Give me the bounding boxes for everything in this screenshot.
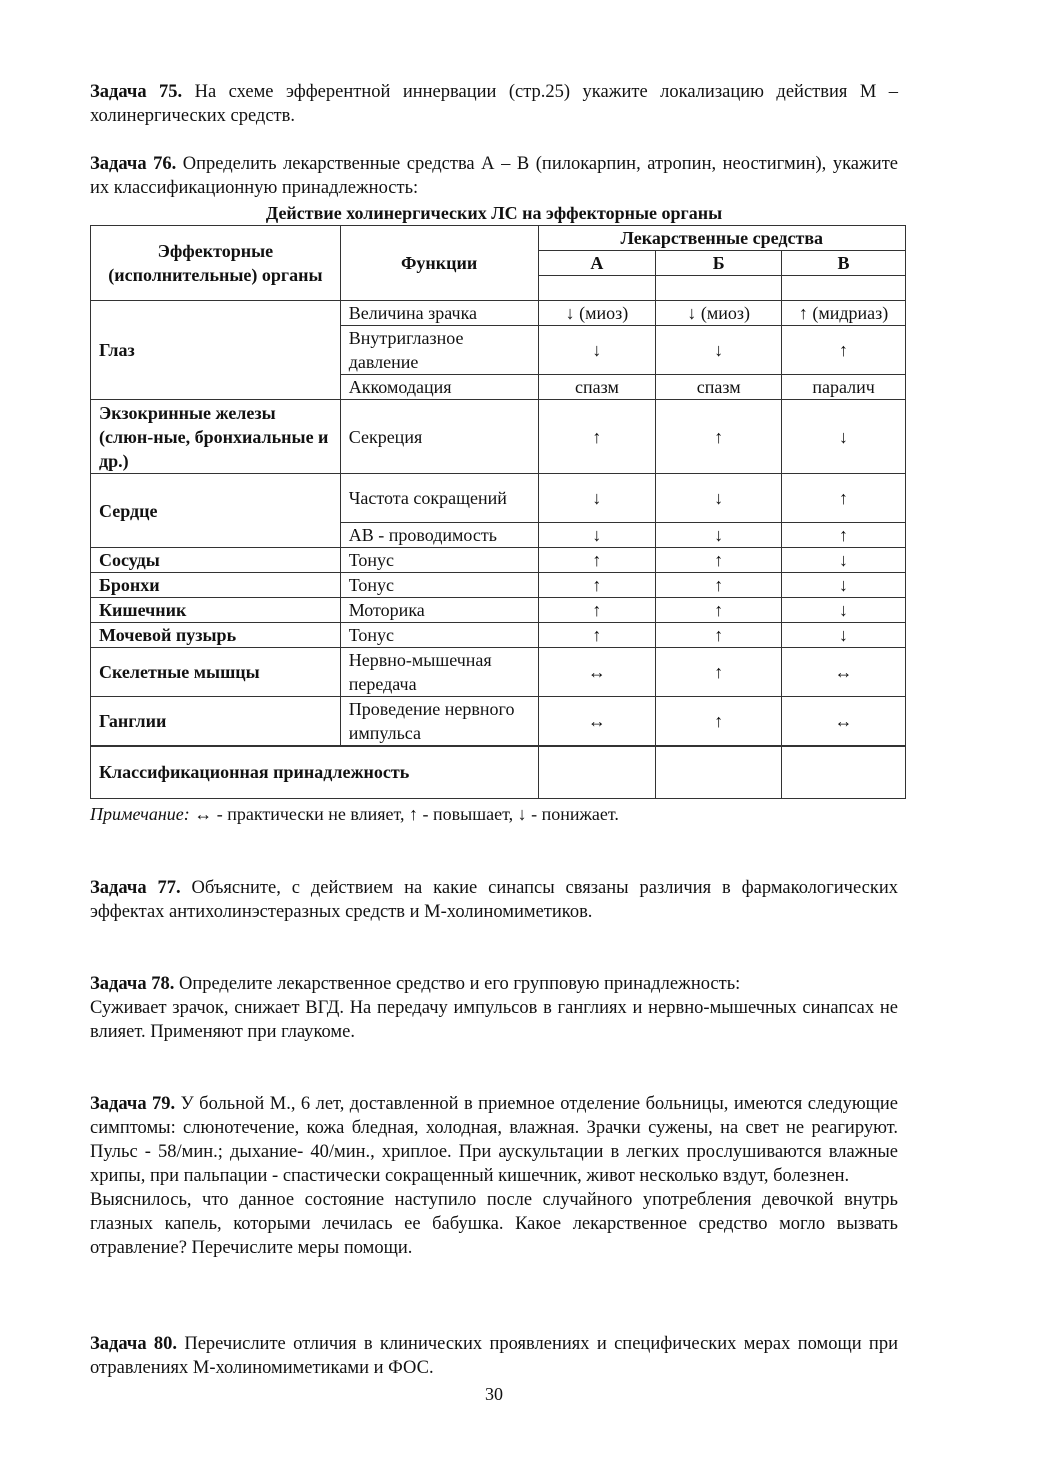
header-drugs: Лекарственные средства bbox=[538, 226, 905, 251]
task-79-text: У больной М., 6 лет, доставленной в приемное отделение больницы, имеются следующие симптомы: слюнотечение, кожа бледная, холодная, влажная. Зрачки сужены, на свет не реагируют. Пульс - 58/мин.; дыхание- 40/мин., хриплое. При аускультации в легких прослушиваются влажные хрипы, при пальпации - спастически сокращенный кишечник, живот несколько вздут, болезнен. bbox=[90, 1094, 898, 1186]
effect-a-cell: ↔ bbox=[538, 648, 656, 697]
function-cell: Тонус bbox=[340, 548, 538, 573]
effect-b-cell: ↓ (миоз) bbox=[656, 301, 782, 326]
task-76-text: Определить лекарственные средства А – В (пилокарпин, атропин, неостигмин), укажите их классификационную принадлежность: bbox=[90, 154, 898, 198]
effect-b-cell: ↑ bbox=[656, 598, 782, 623]
effect-v-cell: ↓ bbox=[782, 623, 906, 648]
table-row bbox=[91, 598, 906, 623]
table-note bbox=[90, 802, 898, 826]
task-78-head bbox=[90, 972, 898, 996]
task-78-body: Суживает зрачок, снижает ВГД. На передачу импульсов в ганглиях и нервно-мышечных синапсах не влияет. Применяют при глаукоме. bbox=[90, 998, 898, 1042]
classification-v-cell bbox=[782, 746, 906, 798]
effect-a-cell: ↑ bbox=[538, 573, 656, 598]
organ-cell: Ганглии bbox=[91, 697, 341, 747]
effect-v-cell: паралич bbox=[782, 375, 906, 400]
effect-b-cell: спазм bbox=[656, 375, 782, 400]
task-78 bbox=[90, 972, 898, 1044]
effect-b-cell: ↓ bbox=[656, 326, 782, 375]
task-78-text: Определите лекарственное средство и его групповую принадлежность: bbox=[174, 974, 741, 994]
task-75-label: Задача 75. bbox=[90, 82, 183, 102]
organ-cell: Сердце bbox=[91, 474, 341, 548]
function-cell: Величина зрачка bbox=[340, 301, 538, 326]
function-cell: Проведение нервного импульса bbox=[340, 697, 538, 747]
effect-a-cell: ↔ bbox=[538, 697, 656, 747]
effect-a-cell: ↑ bbox=[538, 598, 656, 623]
effect-b-cell: ↑ bbox=[656, 573, 782, 598]
organ-cell: Экзокринные железы (слюн-ные, бронхиальные и др.) bbox=[91, 400, 341, 474]
effect-a-cell: ↑ bbox=[538, 400, 656, 474]
organ-cell: Мочевой пузырь bbox=[91, 623, 341, 648]
task-79-label: Задача 79. bbox=[90, 1094, 176, 1114]
effect-a-cell: ↑ bbox=[538, 623, 656, 648]
effect-b-cell: ↓ bbox=[656, 523, 782, 548]
task-80-text: Перечислите отличия в клинических проявлениях и специфических мерах помощи при отравлениях М-холиномиметиками и ФОС. bbox=[90, 1334, 898, 1378]
task-80-label: Задача 80. bbox=[90, 1334, 178, 1354]
effect-b-cell: ↑ bbox=[656, 400, 782, 474]
organ-cell: Бронхи bbox=[91, 573, 341, 598]
header-functions: Функции bbox=[340, 226, 538, 301]
effect-v-cell: ↓ bbox=[782, 400, 906, 474]
classification-a-cell bbox=[538, 746, 656, 798]
function-cell: Частота сокращений bbox=[340, 474, 538, 523]
organ-cell: Кишечник bbox=[91, 598, 341, 623]
function-cell: Аккомодация bbox=[340, 375, 538, 400]
effect-a-cell: ↓ bbox=[538, 326, 656, 375]
note-label: Примечание: bbox=[90, 804, 190, 824]
effect-v-cell: ↔ bbox=[782, 697, 906, 747]
table-row bbox=[91, 474, 906, 523]
task-79-body: Выяснилось, что данное состояние наступило после случайного употребления девочкой внутрь глазных капель, которыми лечилась ее бабушка. Какое лекарственное средство могло вызвать отравление? Перечислите меры помощи. bbox=[90, 1190, 898, 1258]
effect-v-cell: ↑ (мидриаз) bbox=[782, 301, 906, 326]
header-drug-b: Б bbox=[656, 251, 782, 276]
effect-a-cell: ↓ (миоз) bbox=[538, 301, 656, 326]
effect-b-cell: ↑ bbox=[656, 548, 782, 573]
effect-v-cell: ↑ bbox=[782, 474, 906, 523]
organ-cell: Глаз bbox=[91, 301, 341, 400]
effect-a-cell: ↓ bbox=[538, 523, 656, 548]
drug-effects-table bbox=[90, 225, 906, 799]
table-row bbox=[91, 697, 906, 747]
function-cell: Моторика bbox=[340, 598, 538, 623]
organ-cell: Скелетные мышцы bbox=[91, 648, 341, 697]
task-80 bbox=[90, 1332, 898, 1380]
task-75-text: На схеме эфферентной иннервации (стр.25) укажите локализацию действия М – холинергических средств. bbox=[90, 82, 898, 126]
header-empty-v bbox=[782, 276, 906, 301]
function-cell: Тонус bbox=[340, 623, 538, 648]
function-cell: Нервно-мышечная передача bbox=[340, 648, 538, 697]
task-79-head bbox=[90, 1092, 898, 1188]
note-text: ↔ - практически не влияет, ↑ - повышает, ↓ - понижает. bbox=[189, 804, 619, 824]
classification-b-cell bbox=[656, 746, 782, 798]
effect-a-cell: ↓ bbox=[538, 474, 656, 523]
classification-label: Классификационная принадлежность bbox=[91, 746, 539, 798]
effect-v-cell: ↑ bbox=[782, 326, 906, 375]
function-cell: АВ - проводимость bbox=[340, 523, 538, 548]
effect-v-cell: ↔ bbox=[782, 648, 906, 697]
effect-v-cell: ↑ bbox=[782, 523, 906, 548]
effect-b-cell: ↓ bbox=[656, 474, 782, 523]
effect-a-cell: ↑ bbox=[538, 548, 656, 573]
header-drug-v: В bbox=[782, 251, 906, 276]
task-78-label: Задача 78. bbox=[90, 974, 175, 994]
task-77-label: Задача 77. bbox=[90, 878, 181, 898]
header-organs: Эффекторные (исполнительные) органы bbox=[91, 226, 341, 301]
effect-v-cell: ↓ bbox=[782, 573, 906, 598]
header-empty-a bbox=[538, 276, 656, 301]
table-row bbox=[91, 548, 906, 573]
page-number: 30 bbox=[485, 1384, 503, 1404]
function-cell: Секреция bbox=[340, 400, 538, 474]
table-row bbox=[91, 573, 906, 598]
task-76 bbox=[90, 152, 898, 200]
effect-a-cell: спазм bbox=[538, 375, 656, 400]
table-title: Действие холинергических ЛС на эффекторные органы bbox=[265, 203, 723, 223]
task-79 bbox=[90, 1092, 898, 1260]
task-76-label: Задача 76. bbox=[90, 154, 177, 174]
effect-b-cell: ↑ bbox=[656, 623, 782, 648]
effect-b-cell: ↑ bbox=[656, 697, 782, 747]
table-row bbox=[91, 301, 906, 326]
function-cell: Тонус bbox=[340, 573, 538, 598]
table-row bbox=[91, 623, 906, 648]
task-77-text: Объясните, с действием на какие синапсы связаны различия в фармакологических эффектах антихолинэстеразных средств и М-холиномиметиков. bbox=[90, 878, 898, 922]
table-row bbox=[91, 648, 906, 697]
effect-v-cell: ↓ bbox=[782, 598, 906, 623]
header-drug-a: А bbox=[538, 251, 656, 276]
effect-v-cell: ↓ bbox=[782, 548, 906, 573]
organ-cell: Сосуды bbox=[91, 548, 341, 573]
table-row bbox=[91, 400, 906, 474]
function-cell: Внутриглазное давление bbox=[340, 326, 538, 375]
task-77 bbox=[90, 876, 898, 924]
classification-row bbox=[91, 746, 906, 798]
task-75 bbox=[90, 80, 898, 128]
header-empty-b bbox=[656, 276, 782, 301]
effect-b-cell: ↑ bbox=[656, 648, 782, 697]
